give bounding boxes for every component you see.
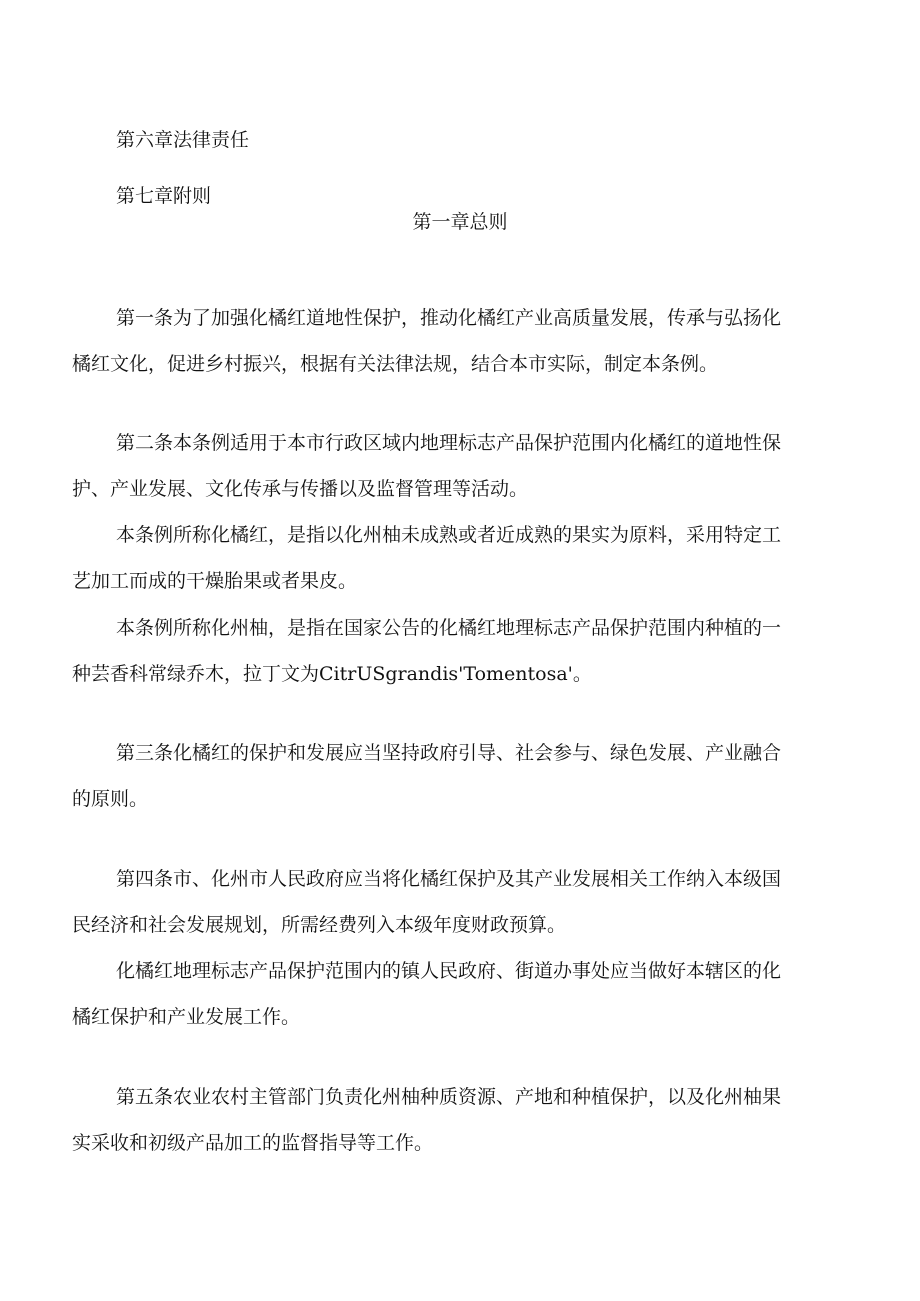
toc-chapter-6: 第六章法律责任	[116, 129, 250, 151]
article-1-paragraph	[72, 295, 820, 387]
toc-chapter-7: 第七章附则	[116, 185, 212, 207]
paragraph-line: 第一条为了加强化橘红道地性保护，推动化橘红产业高质量发展，传承与弘扬化	[116, 307, 782, 329]
paragraph-line: 第三条化橘红的保护和发展应当坚持政府引导、社会参与、绿色发展、产业融合	[116, 742, 782, 764]
article-5-paragraph	[72, 1074, 820, 1166]
paragraph-line: 本条例所称化橘红，是指以化州柚未成熟或者近成熟的果实为原料，采用特定工	[116, 524, 782, 546]
chapter-1-title: 第一章总则	[412, 211, 508, 233]
definition-huazhouyou-paragraph	[72, 605, 820, 697]
paragraph-line: 种芸香科常绿乔木，拉丁文为CitrUSgrandis'Tomentosa'。	[72, 663, 592, 685]
paragraph-line: 橘红保护和产业发展工作。	[72, 1006, 301, 1028]
paragraph-line: 护、产业发展、文化传承与传播以及监督管理等活动。	[72, 478, 529, 500]
article-2-paragraph	[72, 420, 820, 512]
article-4-paragraph	[72, 856, 820, 948]
paragraph-line: 第四条市、化州市人民政府应当将化橘红保护及其产业发展相关工作纳入本级国	[116, 868, 782, 890]
paragraph-line: 第五条农业农村主管部门负责化州柚种质资源、产地和种植保护，以及化州柚果	[116, 1086, 782, 1108]
paragraph-line: 本条例所称化州柚，是指在国家公告的化橘红地理标志产品保护范围内种植的一	[116, 617, 782, 639]
paragraph-line: 第二条本条例适用于本市行政区域内地理标志产品保护范围内化橘红的道地性保	[116, 432, 782, 454]
paragraph-line: 艺加工而成的干燥胎果或者果皮。	[72, 570, 358, 592]
article-3-paragraph	[72, 730, 820, 822]
paragraph-line: 化橘红地理标志产品保护范围内的镇人民政府、街道办事处应当做好本辖区的化	[116, 960, 782, 982]
paragraph-line: 实采收和初级产品加工的监督指导等工作。	[72, 1132, 434, 1154]
definition-huajuhong-paragraph	[72, 512, 820, 604]
paragraph-line: 橘红文化，促进乡村振兴，根据有关法律法规，结合本市实际，制定本条例。	[72, 353, 719, 375]
paragraph-line: 的原则。	[72, 788, 149, 810]
article-4-town-paragraph	[72, 948, 820, 1040]
paragraph-line: 民经济和社会发展规划，所需经费列入本级年度财政预算。	[72, 914, 567, 936]
